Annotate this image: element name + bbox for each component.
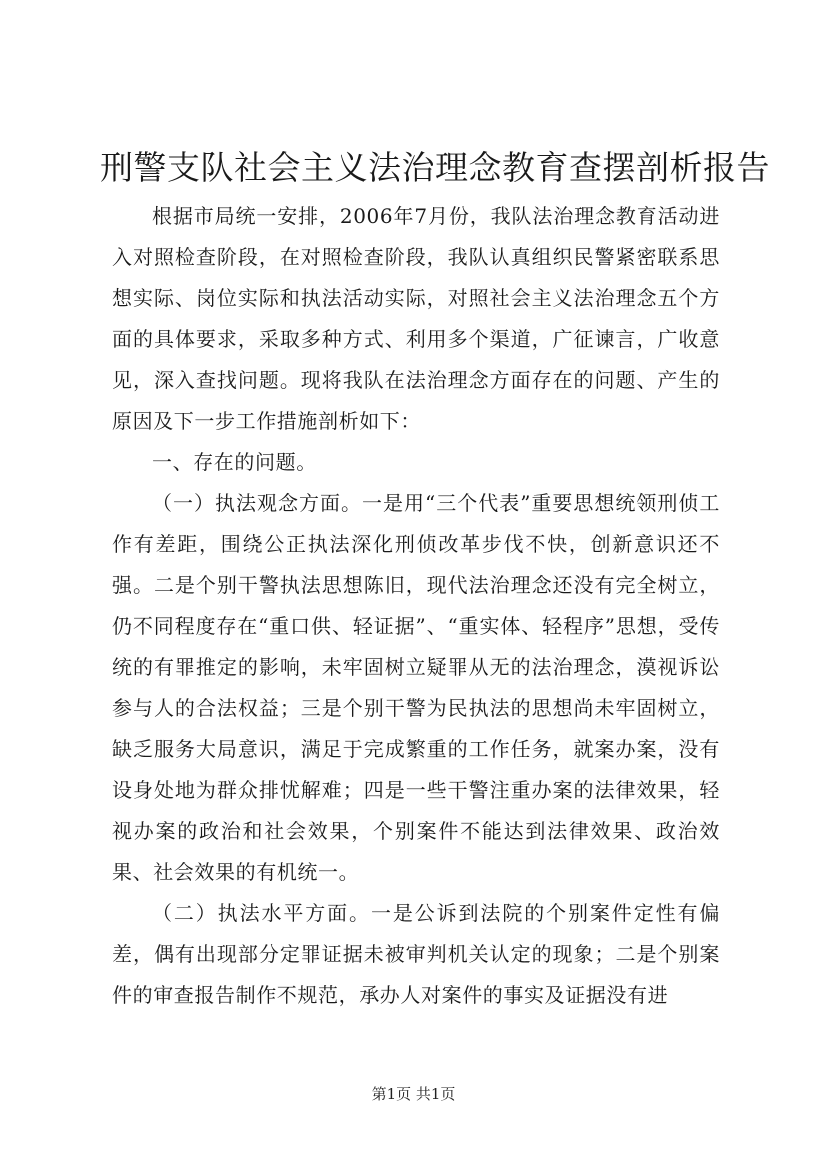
section-heading-problems: 一、存在的问题。 bbox=[152, 450, 317, 474]
page-number-footer: 第1页 共1页 bbox=[371, 1085, 456, 1103]
paragraph-enforcement-concepts: （一）执法观念方面。一是用“三个代表”重要思想统领刑侦工作有差距，围绕公正执法深化刑侦改革步伐不快，创新意识还不强。二是个别干警执法思想陈旧，现代法治理念还没有完全树立，仍不同程度存在“重口供、轻证据”、“重实体、轻程序”思想，受传统的有罪推定的影响，未牢固树立疑罪从无的法治理念，漠视诉讼参与人的合法权益；三是个别干警为民执法的思想尚未牢固树立，缺乏服务大局意识，满足于完成繁重的工作任务，就案办案，没有设身处地为群众排忧解难；四是一些干警注重办案的法律效果，轻视办案的政治和社会效果，个别案件不能达到法律效果、政治效果、社会效果的有机统一。 bbox=[112, 491, 720, 884]
paragraph-enforcement-level: （二）执法水平方面。一是公诉到法院的个别案件定性有偏差，偶有出现部分定罪证据未被审判机关认定的现象；二是个别案件的审查报告制作不规范，承办人对案件的事实及证据没有进 bbox=[112, 901, 720, 1007]
document-body bbox=[112, 196, 720, 1016]
document-title: 刑警支队社会主义法治理念教育查摆剖析报告 bbox=[100, 148, 770, 187]
intro-paragraph: 根据市局统一安排，2006年7月份，我队法治理念教育活动进入对照检查阶段，在对照检查阶段，我队认真组织民警紧密联系思想实际、岗位实际和执法活动实际，对照社会主义法治理念五个方面的具体要求，采取多种方式、利用多个渠道，广征谏言，广收意见，深入查找问题。现将我队在法治理念方面存在的问题、产生的原因及下一步工作措施剖析如下： bbox=[112, 204, 720, 433]
